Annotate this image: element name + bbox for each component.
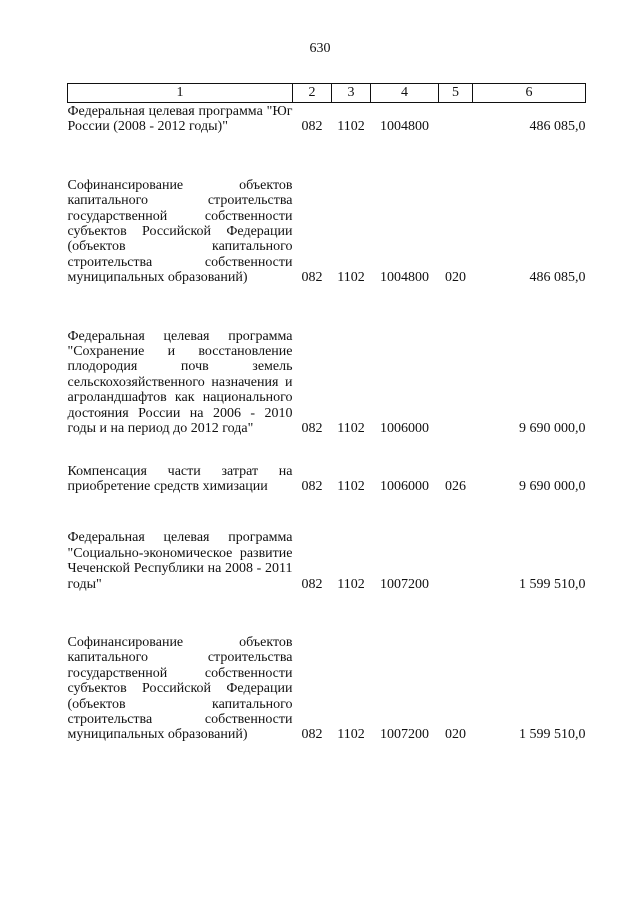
row-section: 1102 [337, 727, 365, 743]
row-kind: 026 [445, 478, 466, 494]
header-col-4: 4 [371, 84, 439, 103]
row-section: 1102 [337, 421, 365, 437]
row-target: 1004800 [380, 270, 429, 286]
row-target: 1007200 [380, 576, 429, 592]
row-amount: 486 085,0 [529, 119, 586, 135]
row-amount: 486 085,0 [529, 270, 586, 286]
row-ministry: 082 [301, 270, 323, 286]
table-row [68, 329, 586, 437]
page-number: 630 [309, 41, 331, 56]
table-row [68, 103, 586, 135]
table-row [68, 635, 586, 743]
row-kind [439, 329, 473, 437]
row-target: 1004800 [380, 119, 429, 135]
row-amount: 1 599 510,0 [519, 576, 586, 592]
row-amount: 9 690 000,0 [519, 421, 586, 437]
row-ministry: 082 [301, 421, 323, 437]
row-section: 1102 [337, 576, 365, 592]
header-col-6: 6 [473, 84, 586, 103]
table-row [68, 530, 586, 592]
row-target: 1006000 [380, 478, 429, 494]
row-name: Софинансирование объектов капитального строительства государственной собственности субъектов Российской Федерации (объектов капитального строительства собственности муниципальных образований) [67, 177, 293, 286]
row-kind: 020 [445, 727, 466, 743]
row-amount: 9 690 000,0 [519, 478, 586, 494]
header-col-2: 2 [293, 84, 332, 103]
row-name: Федеральная целевая программа "Сохранение и восстановление плодородия почв земель сельскохозяйственного назначения и агроландшафтов как национального достояния России на 2006 - 2010 годы и на период до 2012 года" [67, 328, 293, 437]
row-target: 1006000 [380, 421, 429, 437]
table-row [68, 464, 586, 495]
row-name: Софинансирование объектов капитального строительства государственной собственности субъектов Российской Федерации (объектов капитального строительства собственности муниципальных образований) [67, 634, 293, 743]
row-section: 1102 [337, 119, 365, 135]
header-row [68, 84, 586, 103]
row-target: 1007200 [380, 727, 429, 743]
budget-table [67, 83, 586, 743]
row-section: 1102 [337, 478, 365, 494]
row-name: Компенсация части затрат на приобретение средств химизации [67, 463, 293, 494]
row-ministry: 082 [301, 576, 323, 592]
row-kind: 020 [445, 270, 466, 286]
table-row [68, 178, 586, 286]
header-col-3: 3 [332, 84, 371, 103]
row-ministry: 082 [301, 119, 323, 135]
row-ministry: 082 [301, 478, 323, 494]
row-section: 1102 [337, 270, 365, 286]
row-kind [439, 103, 473, 135]
header-col-5: 5 [439, 84, 473, 103]
row-ministry: 082 [301, 727, 323, 743]
header-col-1: 1 [68, 84, 293, 103]
row-kind [439, 530, 473, 592]
row-name: Федеральная целевая программа "Юг России (2008 - 2012 годы)" [67, 104, 293, 135]
row-amount: 1 599 510,0 [519, 727, 586, 743]
row-name: Федеральная целевая программа "Социально-экономическое развитие Чеченской Республики на 2008 - 2011 годы" [67, 530, 293, 592]
